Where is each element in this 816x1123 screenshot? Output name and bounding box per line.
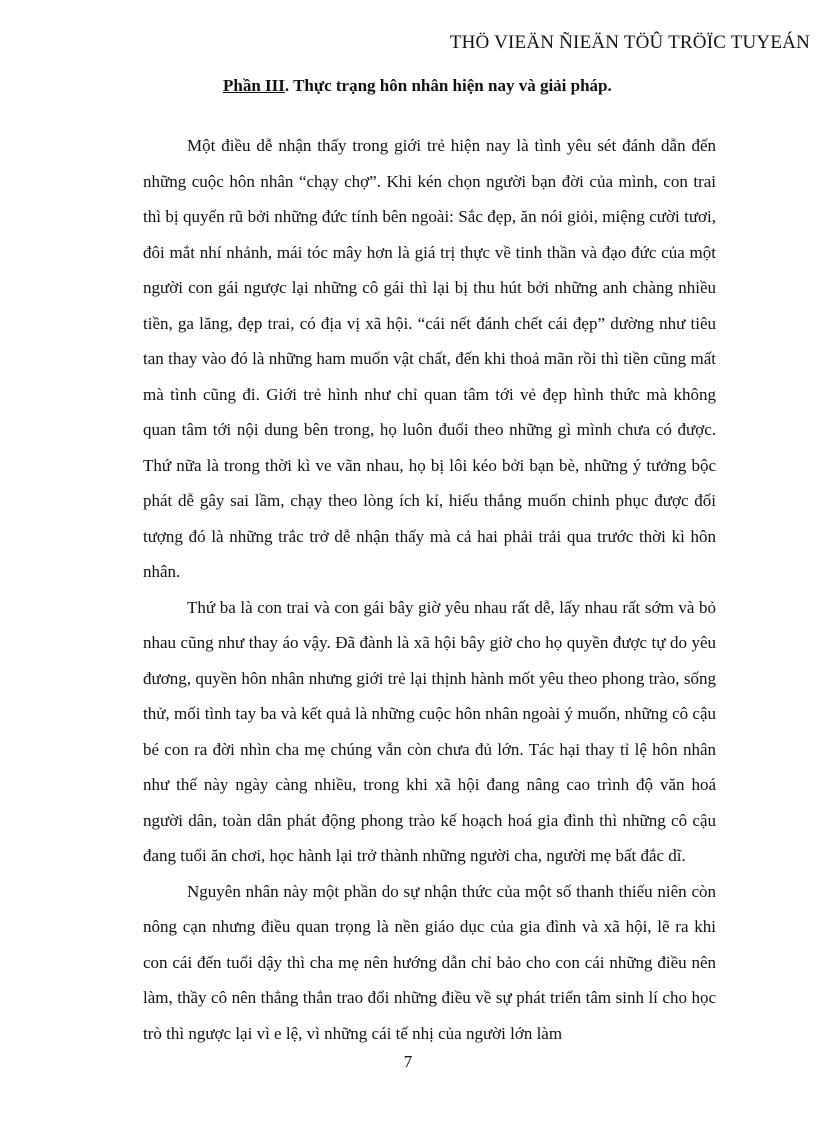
header-watermark: THÖ VIEÄN ÑIEÄN TÖÛ TRÖÏC TUYEÁN [449, 32, 810, 53]
section-title-text: . Thực trạng hôn nhân hiện nay và giải pháp. [284, 76, 612, 95]
paragraph: Thứ ba là con trai và con gái bây giờ yêu nhau rất dễ, lấy nhau rất sớm và bỏ nhau cũng như thay áo vậy. Đã đành là xã hội bây giờ cho họ quyền được tự do yêu đương, quyền hôn nhân nhưng giới trẻ lại thịnh hành mốt yêu theo phong trào, sống thử, mối tình tay ba và kết quả là những cuộc hôn nhân ngoài ý muốn, những cô cậu bé con ra đời nhìn cha mẹ chúng vẫn còn chưa đủ lớn. Tác hại thay tỉ lệ hôn nhân như thế này ngày càng nhiều, trong khi xã hội đang nâng cao trình độ văn hoá người dân, toàn dân phát động phong trào kế hoạch hoá gia đình thì những cô cậu đang tuổi ăn chơi, học hành lại trở thành những người cha, người mẹ bất đắc dĩ. [143, 597, 716, 865]
paragraph: Một điều dễ nhận thấy trong giới trẻ hiện nay là tình yêu sét đánh dẫn đến những cuộc hôn nhân “chạy chợ”. Khi kén chọn người bạn đời của mình, con trai thì bị quyến rũ bởi những đức tính bên ngoài: Sắc đẹp, ăn nói giỏi, miệng cười tươi, đôi mắt nhí nhảnh, mái tóc mây hơn là giá trị thực về tinh thần và đạo đức của một người con gái ngược lại những cô gái thì lại bị thu hút bởi những anh chàng nhiều tiền, ga lăng, đẹp trai, có địa vị xã hội. “cái nết đánh chết cái đẹp” dường như tiêu tan thay vào đó là những ham muốn vật chất, đến khi thoả mãn rồi thì tiền cũng mất mà tình cũng đi. Giới trẻ hình như chỉ quan tâm tới vẻ đẹp hình thức mà không quan tâm tới nội dung bên trong, họ luôn đuổi theo những gì mình chưa có được. Thứ nữa là trong thời kì ve vãn nhau, họ bị lôi kéo bởi bạn bè, những ý tưởng bộc phát dễ gây sai lầm, chạy theo lòng ích kỉ, hiếu thắng muốn chinh phục được đối tượng đó là những trắc trở dễ nhận thấy mà cả hai phải trải qua trước thời kì hôn nhân. [143, 136, 716, 581]
section-title-prefix: Phần III [223, 76, 285, 95]
page-number: 7 [403, 1052, 413, 1071]
section-title [223, 76, 612, 96]
paragraph: Nguyên nhân này một phần do sự nhận thức của một số thanh thiếu niên còn nông cạn nhưng điều quan trọng là nền giáo dục của gia đình và xã hội, lẽ ra khi con cái đến tuổi dậy thì cha mẹ nên hướng dẫn chỉ bảo cho con cái những điều nên làm, thầy cô nên thẳng thắn trao đổi những điều về sự phát triển tâm sinh lí cho học trò thì ngược lại vì e lệ, vì những cái tế nhị của người lớn làm [143, 881, 716, 1043]
body-text [143, 128, 716, 1051]
